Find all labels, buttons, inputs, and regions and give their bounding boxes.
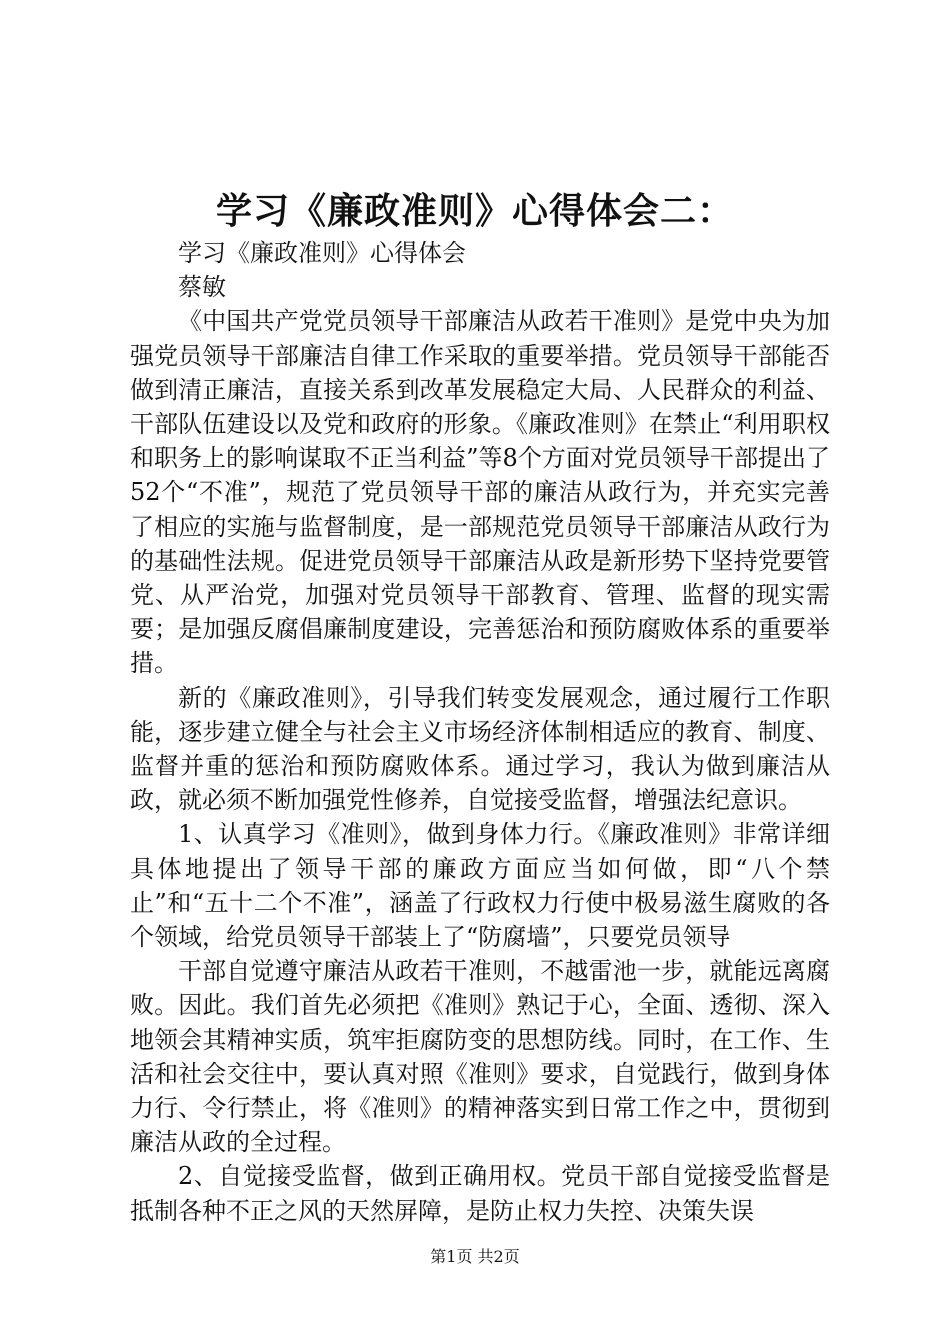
- document-author: 蔡敏: [178, 273, 226, 302]
- page-number-footer: 第1页 共2页: [430, 1247, 520, 1266]
- document-subtitle: 学习《廉政准则》心得体会: [178, 239, 466, 267]
- paragraph: 《中国共产党党员领导干部廉洁从政若干准则》是党中央为加强党员领导干部廉洁自律工作采取的重要举措。党员领导干部能否做到清正廉洁，直接关系到改革发展稳定大局、人民群众的利益、干部队伍建设以及党和政府的形象。《廉政准则》在禁止“利用职权和职务上的影响谋取不正当利益”等8个方面对党员领导干部提出了52个“不准”，规范了党员领导干部的廉洁从政行为，并充实完善了相应的实施与监督制度，是一部规范党员领导干部廉洁从政行为的基础性法规。促进党员领导干部廉洁从政是新形势下坚持党要管党、从严治党，加强对党员领导干部教育、管理、监督的现实需要；是加强反腐倡廉制度建设，完善惩治和预防腐败体系的重要举措。: [130, 307, 830, 678]
- paragraph: 干部自觉遵守廉洁从政若干准则，不越雷池一步，就能远离腐败。因此。我们首先必须把《准则》熟记于心，全面、透彻、深入地领会其精神实质，筑牢拒腐防变的思想防线。同时，在工作、生活和社会交往中，要认真对照《准则》要求，自觉践行，做到身体力行、令行禁止，将《准则》的精神落实到日常工作之中，贯彻到廉洁从政的全过程。: [130, 957, 830, 1157]
- document-body: [130, 236, 830, 1228]
- document-title: 学习《廉政准则》心得体会二：: [215, 190, 734, 232]
- paragraph: 1、认真学习《准则》，做到身体力行。《廉政准则》非常详细具体地提出了领导干部的廉政方面应当如何做，即“八个禁止”和“五十二个不准”，涵盖了行政权力行使中极易滋生腐败的各个领域，给党员领导干部装上了“防腐墙”，只要党员领导: [130, 820, 830, 952]
- paragraph: 新的《廉政准则》，引导我们转变发展观念，通过履行工作职能，逐步建立健全与社会主义市场经济体制相适应的教育、制度、监督并重的惩治和预防腐败体系。通过学习，我认为做到廉洁从政，就必须不断加强党性修养，自觉接受监督，增强法纪意识。: [130, 683, 830, 815]
- paragraph: 2、自觉接受监督，做到正确用权。党员干部自觉接受监督是抵制各种不正之风的天然屏障，是防止权力失控、决策失误: [130, 1162, 830, 1225]
